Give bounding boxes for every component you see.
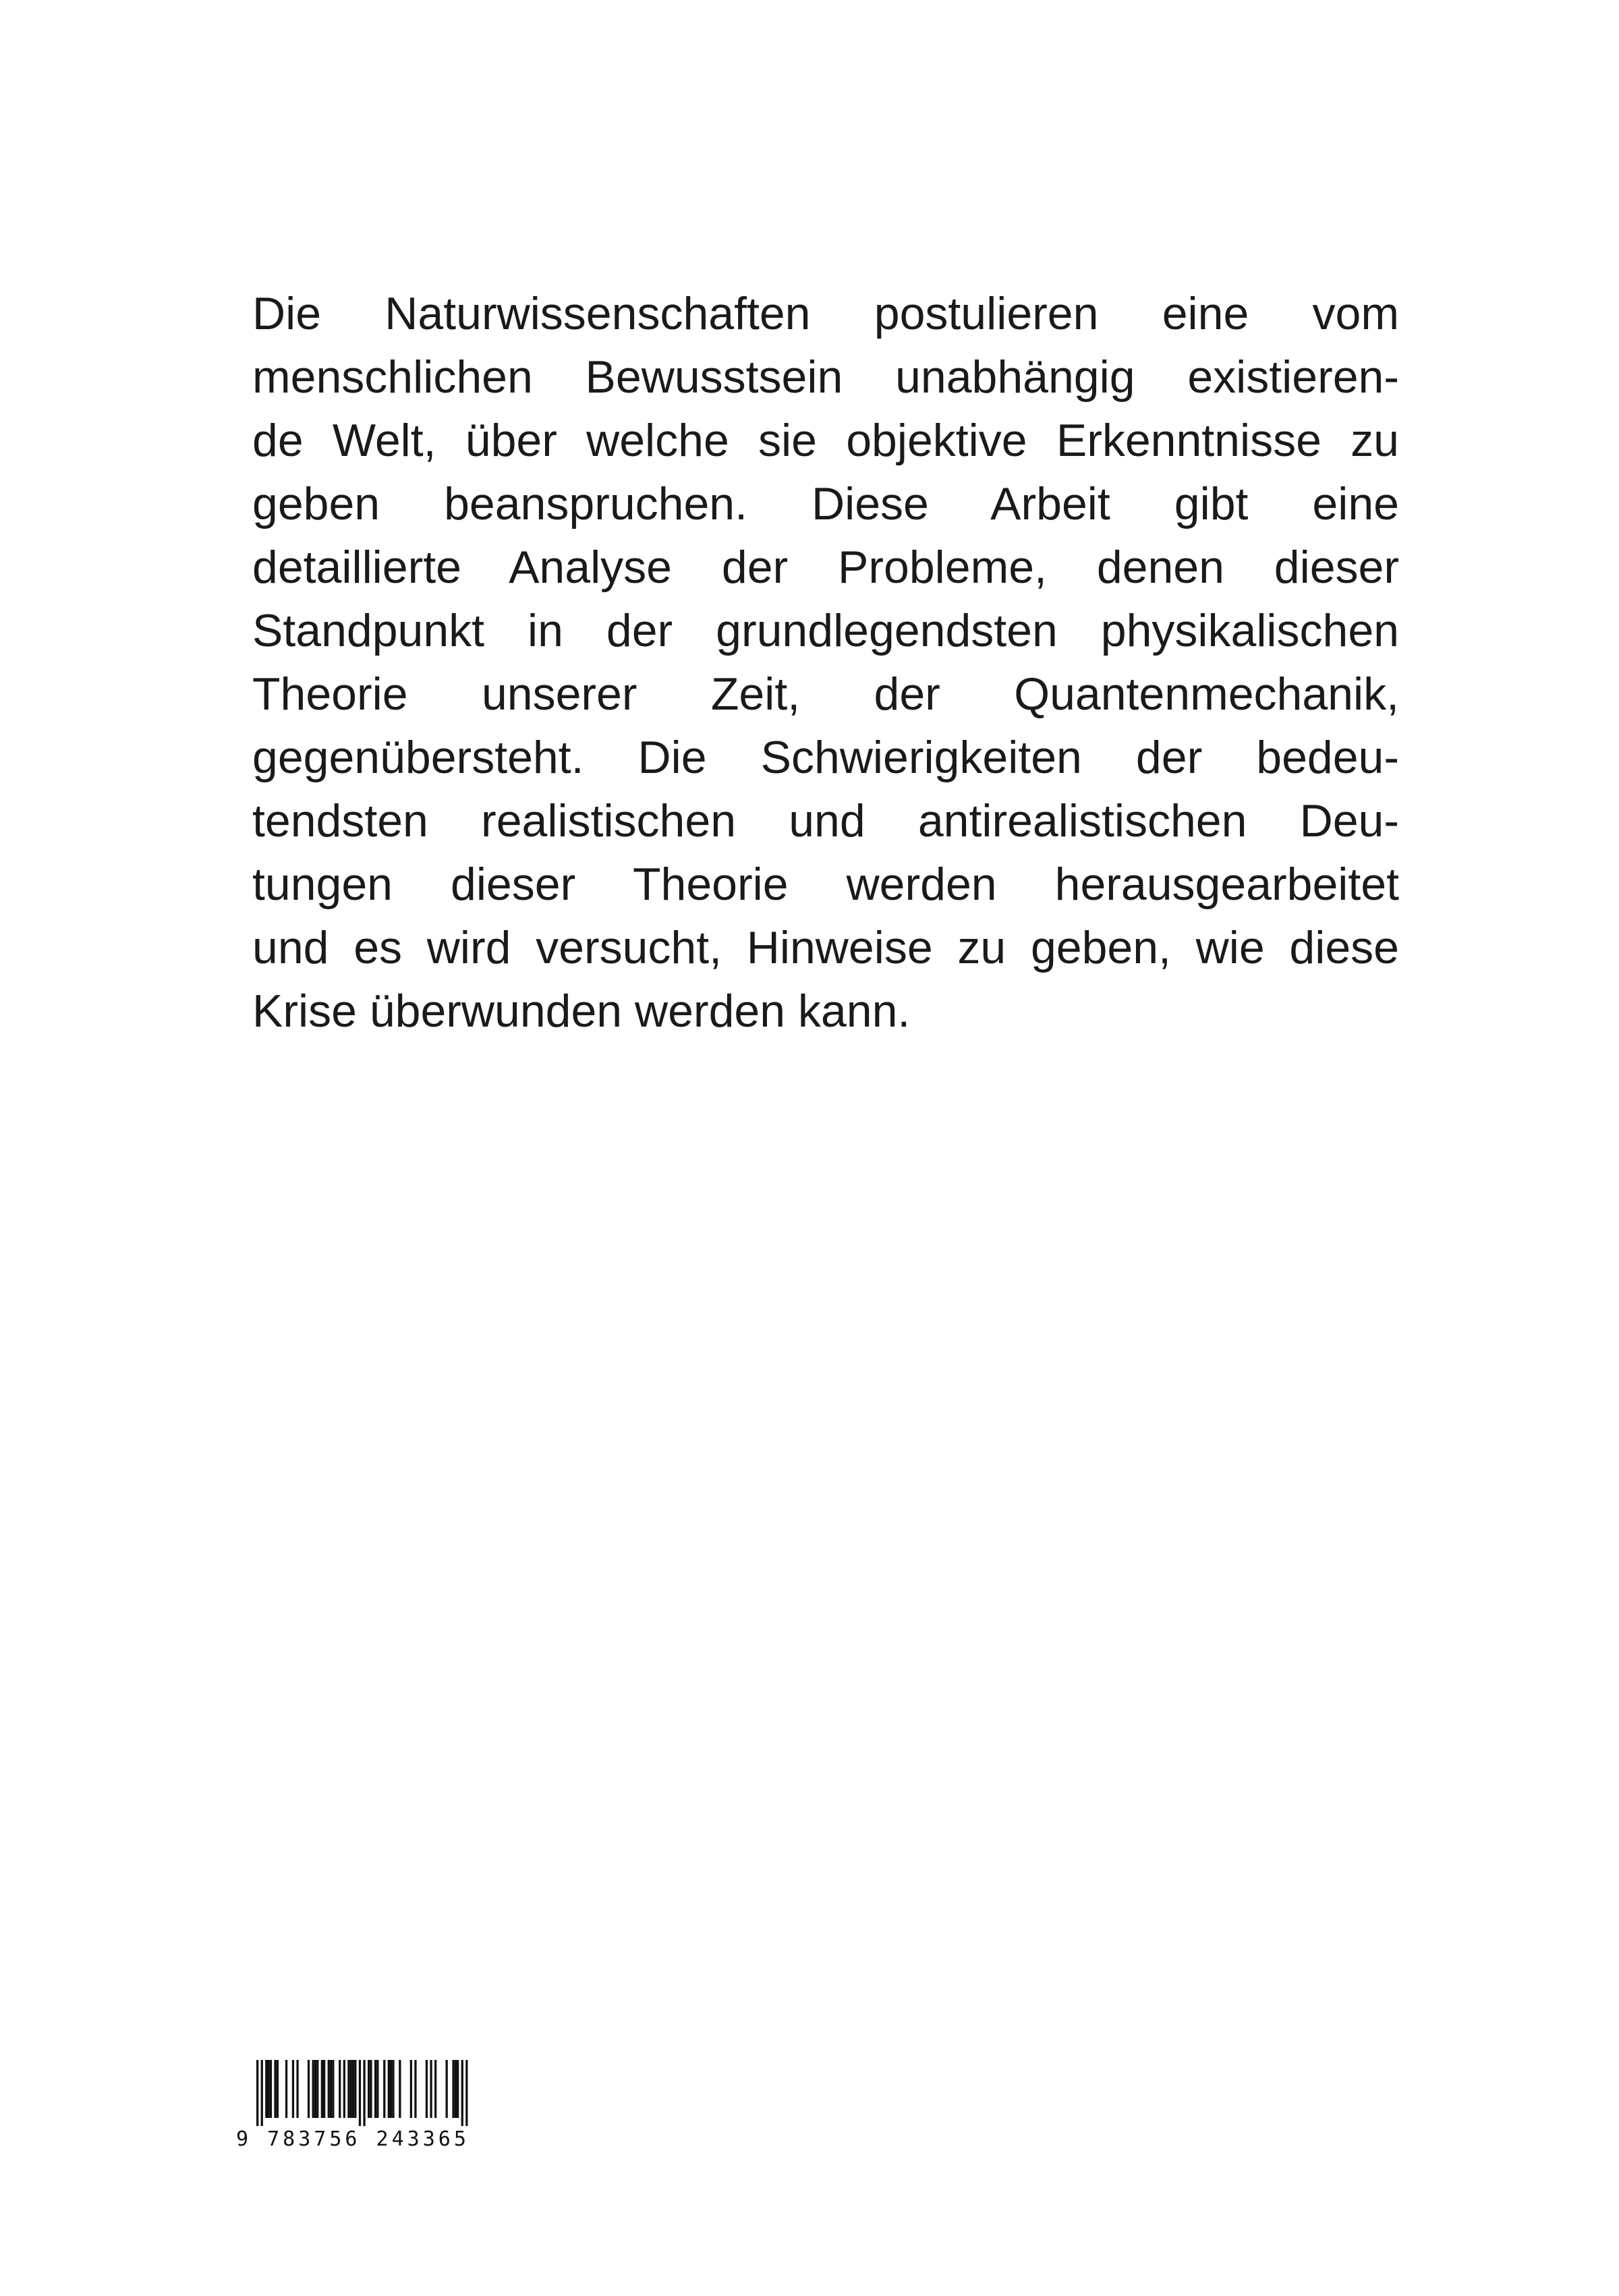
barcode-bar (414, 2060, 416, 2118)
barcode-bar (354, 2060, 356, 2118)
barcode-bar (376, 2060, 378, 2118)
blurb-line: Standpunkt in der grundlegendsten physikalischen (252, 605, 1399, 656)
barcode-bar (350, 2060, 352, 2118)
barcode-bar (256, 2060, 258, 2126)
barcode-bar (316, 2060, 318, 2118)
barcode-bar (323, 2060, 325, 2118)
blurb-line: Theorie unserer Zeit, der Quantenmechanik, (252, 668, 1399, 720)
barcode-bar (347, 2060, 349, 2118)
barcode-bar (461, 2060, 463, 2126)
barcode-bar (314, 2060, 316, 2118)
barcode-bar (321, 2060, 323, 2118)
barcode-bar (410, 2060, 412, 2118)
blurb-line: tungen dieser Theorie werden herausgearbeitet (252, 859, 1399, 910)
barcode-bar (270, 2060, 272, 2118)
back-cover-blurb (252, 282, 1399, 1043)
barcode-bar (292, 2060, 294, 2118)
barcode-bars (236, 2060, 492, 2127)
barcode-bar (446, 2060, 448, 2118)
barcode-bar (285, 2060, 287, 2118)
barcode-bar (339, 2060, 341, 2118)
barcode-bar (383, 2060, 385, 2118)
barcode-bar (426, 2060, 428, 2118)
barcode-bar (430, 2060, 432, 2118)
barcode-bar (352, 2060, 354, 2118)
barcode-bar (265, 2060, 267, 2118)
barcode-bar (308, 2060, 310, 2118)
blurb-line: geben beanspruchen. Diese Arbeit gibt eine (252, 478, 1399, 529)
blurb-line: gegenübersteht. Die Schwierigkeiten der bedeu- (252, 732, 1399, 783)
barcode-bar (399, 2060, 401, 2118)
barcode-bar (374, 2060, 376, 2118)
barcode-bar (363, 2060, 365, 2126)
barcode-bar (328, 2060, 330, 2118)
barcode-bar (390, 2060, 392, 2118)
barcode-bar (368, 2060, 370, 2118)
barcode-bar (392, 2060, 394, 2118)
barcode-bar (370, 2060, 372, 2118)
barcode-bar (457, 2060, 459, 2118)
isbn-barcode (236, 2060, 492, 2151)
barcode-bar (388, 2060, 390, 2118)
barcode-bar (274, 2060, 276, 2118)
blurb-line: Krise überwunden werden kann. (252, 985, 911, 1037)
blurb-line: tendsten realistischen und antirealistischen Deu- (252, 795, 1399, 846)
blurb-line: und es wird versucht, Hinweise zu geben, wie diese (252, 922, 1399, 973)
blurb-line: detaillierte Analyse der Probleme, denen dieser (252, 542, 1399, 593)
barcode-bar (332, 2060, 334, 2118)
barcode-bar (312, 2060, 314, 2118)
blurb-line: Die Naturwissenschaften postulieren eine vom (252, 288, 1399, 339)
barcode-bar (330, 2060, 332, 2118)
barcode-bar (343, 2060, 345, 2118)
blurb-line: de Welt, über welche sie objektive Erkenntnisse zu (252, 415, 1399, 466)
barcode-bar (455, 2060, 457, 2118)
blurb-line: menschlichen Bewusstsein unabhängig existieren- (252, 351, 1399, 403)
barcode-bar (296, 2060, 298, 2118)
barcode-bar (359, 2060, 361, 2126)
barcode-bar (434, 2060, 436, 2118)
barcode-bar (261, 2060, 263, 2126)
barcode-bar (465, 2060, 467, 2126)
barcode-bar (268, 2060, 270, 2118)
barcode-bar (452, 2060, 454, 2118)
barcode-bar (277, 2060, 279, 2118)
isbn-digits: 9 783756 243365 (236, 2127, 470, 2151)
